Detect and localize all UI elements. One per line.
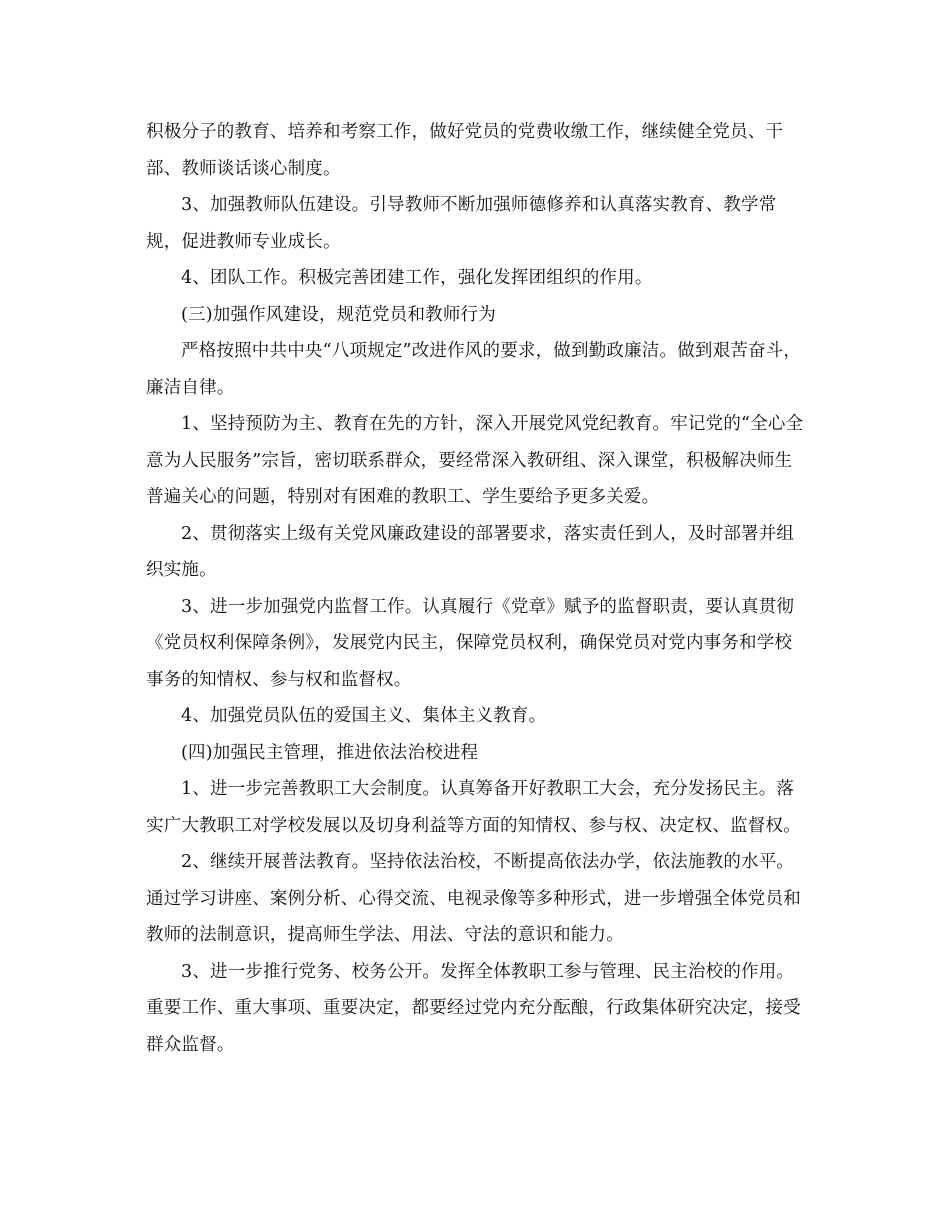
- paragraph: 1、进一步完善教职工大会制度。认真筹备开好教职工大会，充分发扬民主。落实广大教职工对学校发展以及切身利益等方面的知情权、参与权、决定权、监督权。: [146, 779, 801, 836]
- paragraph: 严格按照中共中央“八项规定”改进作风的要求，做到勤政廉洁。做到艰苦奋斗，廉洁自律。: [146, 341, 802, 398]
- paragraph: 3、进一步推行党务、校务公开。发挥全体教职工参与管理、民主治校的作用。重要工作、重大事项、重要决定，都要经过党内充分酝酿，行政集体研究决定，接受群众监督。: [146, 961, 801, 1055]
- paragraph: 1、坚持预防为主、教育在先的方针，深入开展党风党纪教育。牢记党的“全心全意为人民服务”宗旨，密切联系群众，要经常深入教研组、深入课堂，积极解决师生普遍关心的问题，特别对有困难的教职工、学生要给予更多关爱。: [146, 414, 804, 507]
- paragraph: 4、加强党员队伍的爱国主义、集体主义教育。: [181, 706, 547, 726]
- paragraph: 积极分子的教育、培养和考察工作，做好党员的党费收缴工作，继续健全党员、干部、教师谈话谈心制度。: [146, 122, 784, 179]
- paragraph: 4、团队工作。积极完善团建工作，强化发挥团组织的作用。: [181, 268, 653, 288]
- section-heading: (四)加强民主管理，推进依法治校进程: [181, 742, 479, 763]
- paragraph: 3、进一步加强党内监督工作。认真履行《党章》赋予的监督职责，要认真贯彻《党员权利保障条例》，发展党内民主，保障党员权利，确保党员对党内事务和学校事务的知情权、参与权和监督权。: [146, 596, 795, 690]
- document-body: [146, 114, 806, 1063]
- paragraph: 3、加强教师队伍建设。引导教师不断加强师德修养和认真落实教育、教学常规，促进教师专业成长。: [146, 195, 777, 252]
- paragraph: 2、继续开展普法教育。坚持依法治校，不断提高依法办学，依法施教的水平。通过学习讲座、案例分析、心得交流、电视录像等多种形式，进一步增强全体党员和教师的法制意识，提高师生学法、用法、守法的意识和能力。: [146, 852, 801, 945]
- section-heading: (三)加强作风建设，规范党员和教师行为: [181, 304, 496, 325]
- paragraph: 2、贯彻落实上级有关党风廉政建设的部署要求，落实责任到人，及时部署并组织实施。: [146, 523, 795, 580]
